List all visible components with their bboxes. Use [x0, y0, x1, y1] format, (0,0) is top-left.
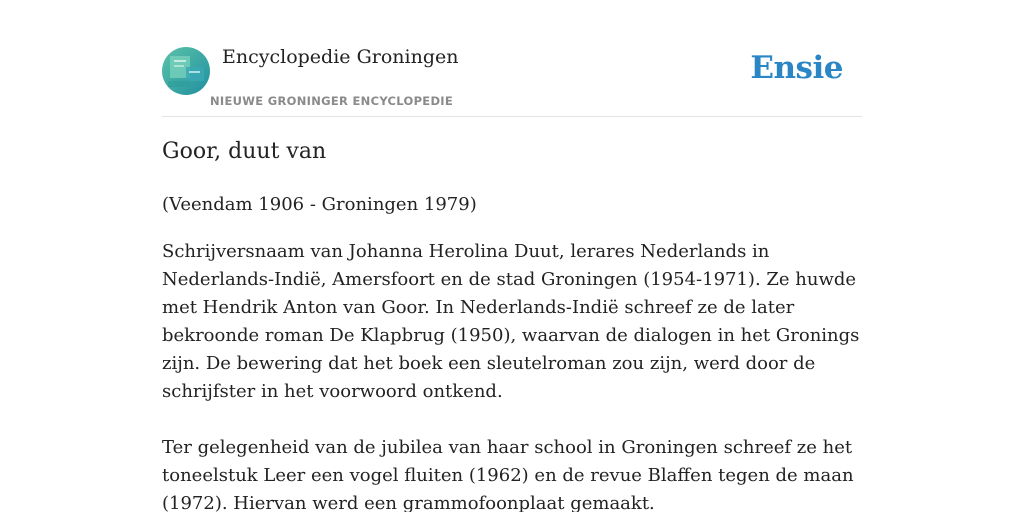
ensie-brand-logo[interactable]: Ensie [750, 50, 843, 86]
article-lifespan: (Veendam 1906 - Groningen 1979) [162, 194, 477, 215]
article-paragraph: Ter gelegenheid van de jubilea van haar school in Groningen schreef ze het toneelstuk Leer een vogel fluiten (1962) en de revue Blaffen tegen de maan (1972). Hiervan werd een grammofoonplaat gemaakt. [162, 437, 854, 512]
site-subtitle: NIEUWE GRONINGER ENCYCLOPEDIE [210, 94, 454, 108]
site-title[interactable]: Encyclopedie Groningen [222, 46, 459, 68]
article-paragraph: Schrijversnaam van Johanna Herolina Duut, lerares Nederlands in Nederlands-Indië, Amersfoort en de stad Groningen (1954-1971). Ze huwde met Hendrik Anton van Goor. In Nederlands-Indië schreef ze de later bekroonde roman De Klapbrug (1950), waarvan de dialogen in het Gronings zijn. De bewering dat het boek een sleutelroman zou zijn, werd door de schrijfster in het voorwoord ontkend. [162, 241, 860, 402]
site-header [162, 40, 862, 117]
article-title: Goor, duut van [162, 139, 327, 164]
encyclopedia-logo-icon[interactable] [162, 47, 210, 95]
article-body [162, 191, 862, 512]
